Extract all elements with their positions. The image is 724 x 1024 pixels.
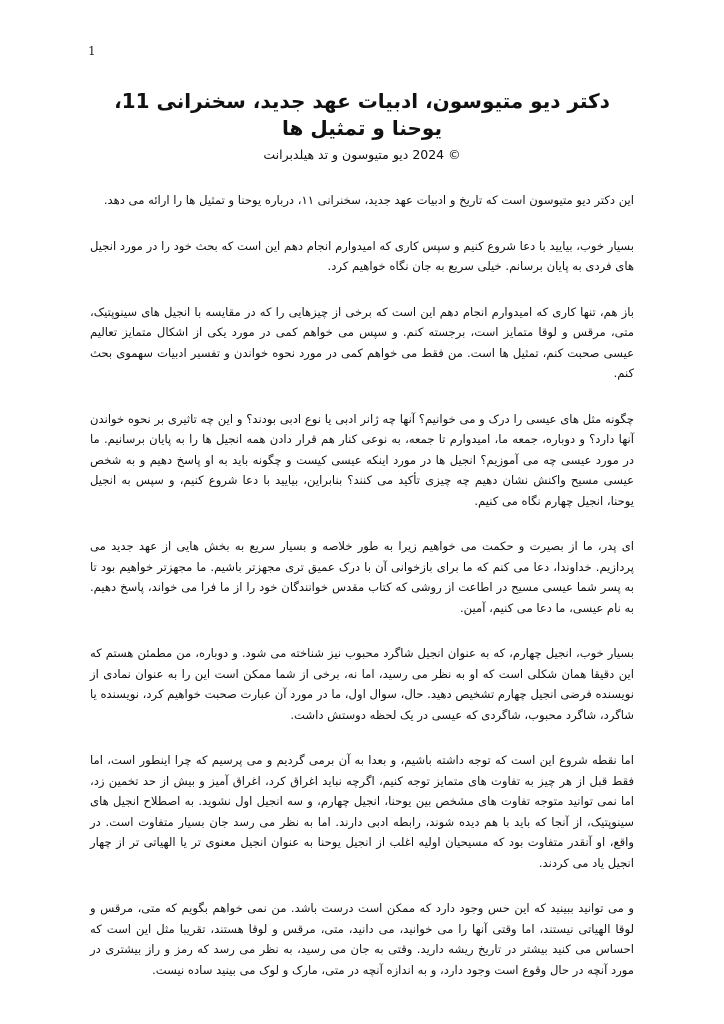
copyright-line: © 2024 دیو متیوسون و تد هیلدبرانت <box>263 147 461 162</box>
paragraph: اما نقطه شروع این است که توجه داشته باشیم، و بعدا به آن برمی گردیم و می پرسیم که چرا اینطور است، اما فقط قبل از هر چیز به تفاوت های متمایز توجه کنیم، اگرچه نباید اغراق کرد، اغراق آمیز و بیش از حد تخمین زد، اما نمی توانید متوجه تفاوت های مشخص بین یوحنا، انجیل چهارم، و سه انجیل اول نشوید. به اصطلاح انجیل های سینوپتیک، از آنجا که باید با هم دیده شوند، رابطه ادبی دارند. اما به نظر می رسد جان بسیار متفاوت است. در واقع، او آنقدر متفاوت بود که مسیحیان اولیه اغلب از انجیل یوحنا به عنوان انجیل معنوی تر یا الهیاتی تر از چهار انجیل یاد می کردند. <box>90 753 634 870</box>
paragraph: چگونه مثل های عیسی را درک و می خوانیم؟ آنها چه ژانر ادبی یا نوع ادبی بودند؟ و این چه تاثیری بر نحوه خواندن آنها دارد؟ و دوباره، جمعه ما، امیدوارم تا جمعه، به نوعی کنار هم قرار دادن همه انجیل ها را به پایان برسانیم. ما در مورد عیسی چه می آموزیم؟ انجیل ها در مورد اینکه عیسی کیست و چگونه باید به او پاسخ دهیم و به شخص عیسی مسیح واکنش نشان دهیم چه چیزی تأکید می کنند؟ بنابراین، بیایید با دعا شروع کنیم، و سپس به انجیل یوحنا، انجیل چهارم نگاه می کنیم. <box>90 411 634 508</box>
paragraph: بسیار خوب، انجیل چهارم، که به عنوان انجیل شاگرد محبوب نیز شناخته می شود. و دوباره، من مطمئن هستم که این دقیقا همان شکلی است که او به نظر می رسید، اما نه، برخی از شما ممکن است این را به عنوان نمادی از نویسنده فرضی انجیل چهارم تشخیص دهید. حال، سوال اول، ما در مورد آن عبارت صحبت خواهیم کرد، نویسنده یا شاگرد، شاگرد محبوب، شاگردی که عیسی در یک لحظه دوستش داشت. <box>90 646 634 722</box>
paragraph: بسیار خوب، بیایید با دعا شروع کنیم و سپس کاری که امیدوارم انجام دهم این است که بحث خود را در مورد انجیل های فردی به پایان برسانم. خیلی سریع به جان نگاه خواهیم کرد. <box>90 238 634 273</box>
paragraph: باز هم، تنها کاری که امیدوارم انجام دهم این است که برخی از چیزهایی را که در مقایسه با انجیل های سینوپتیک، متی، مرقس و لوقا متمایز است، برجسته کنم. و سپس می خواهم کمی در مورد یکی از اشکال متمایز تعالیم عیسی صحبت کنم، تمثیل ها است. من فقط می خواهم کمی در مورد نحوه خواندن و تفسیر ادبیات سهموی بحث کنم. <box>90 304 634 380</box>
document-body <box>90 88 634 1005</box>
page-number: 1 <box>88 44 96 58</box>
document-title: دکتر دیو متیوسون، ادبیات عهد جدید، سخنرانی 11، یوحنا و تمثیل ها <box>114 89 610 140</box>
paragraph-prayer: ای پدر، ما از بصیرت و حکمت می خواهیم زیرا به طور خلاصه و بسیار سریع به بخش هایی از عهد جدید می پردازیم. خداوندا، دعا می کنم که ما برای بازخوانی آن با درک عمیق تری مجهزتر باشیم. ما مجهزتر خواهیم بود تا به پسر شما عیسی مسیح در اطاعت از روشی که کتاب مقدس خوانندگان خود را از ما فرا می خواند، پاسخ دهیم. به نام عیسی، ما دعا می کنیم، آمین. <box>90 539 634 615</box>
paragraph-intro: این دکتر دیو متیوسون است که تاریخ و ادبیات عهد جدید، سخنرانی ۱۱، درباره یوحنا و تمثیل ها را ارائه می دهد. <box>103 193 634 207</box>
paragraph: و می توانید ببینید که این حس وجود دارد که ممکن است درست باشد. من نمی خواهم بگویم که متی، مرقس و لوقا الهیاتی نیستند، اما وقتی آنها را می خوانید، می دانید، متی، مرقس و لوقا هستند، تقریبا مثل این است که احساس می کنید بیشتر در تاریخ ریشه دارید. وقتی به جان می رسید، به نظر می رسد که رمز و راز بیشتری در مورد آنچه در حال وقوع است وجود دارد، و به اندازه آنچه در متی، مارک و لوک می بینید ساده نیست. <box>90 901 634 977</box>
